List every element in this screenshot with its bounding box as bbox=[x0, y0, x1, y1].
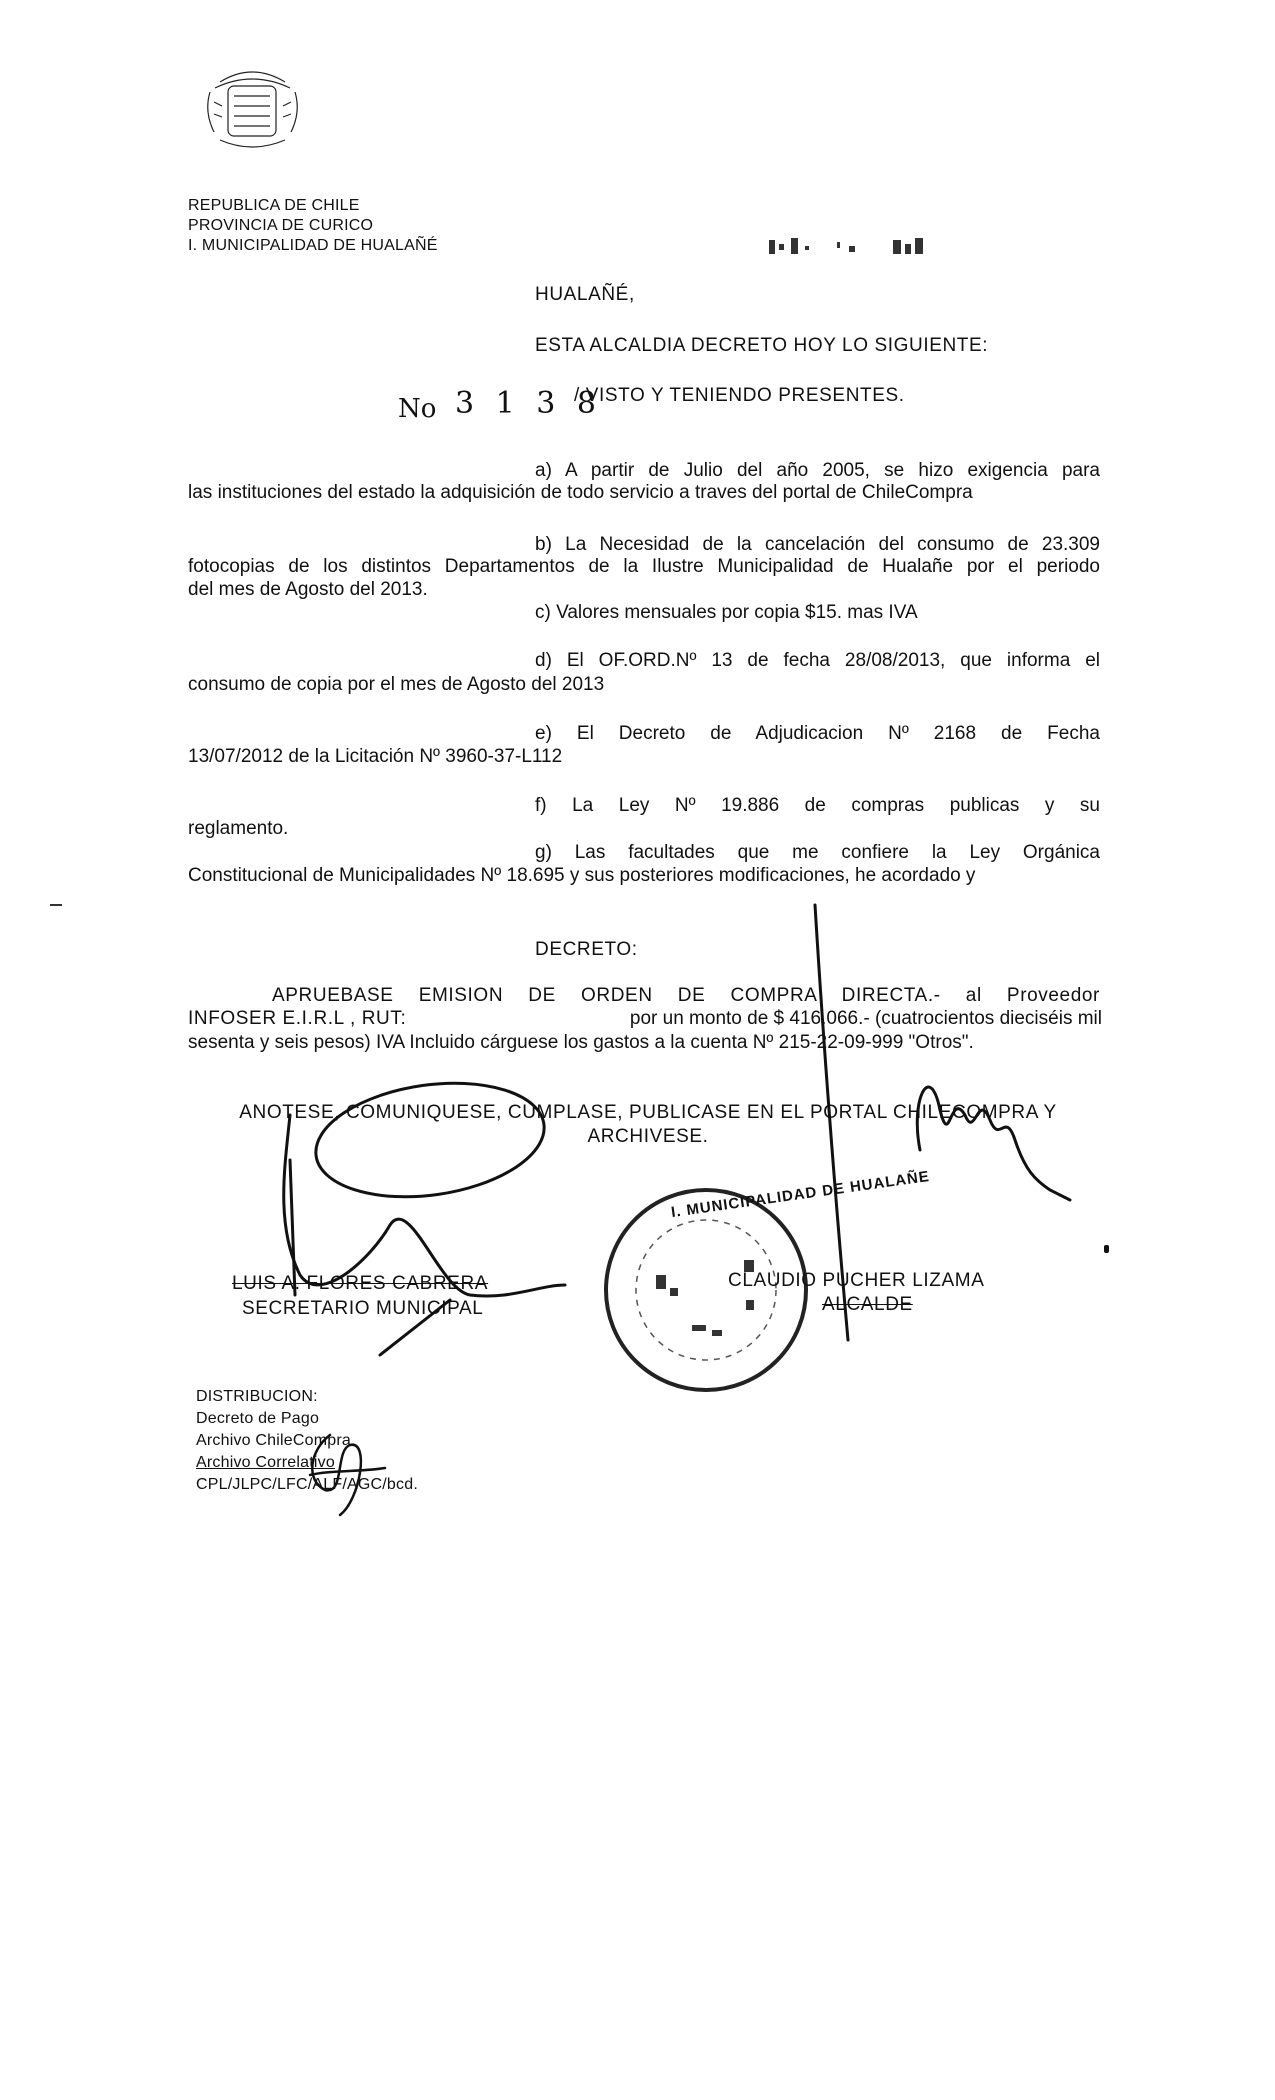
visto-f-line2: reglamento. bbox=[188, 818, 289, 839]
decree-number-prefix: No bbox=[398, 394, 437, 424]
secretary-title: SECRETARIO MUNICIPAL bbox=[242, 1298, 484, 1319]
date-stamp-smudge bbox=[765, 228, 945, 264]
distribution-item: Archivo ChileCompra bbox=[196, 1432, 351, 1449]
closing-line2: ARCHIVESE. bbox=[587, 1126, 709, 1147]
city-name: HUALAÑÉ, bbox=[535, 284, 635, 305]
margin-mark bbox=[50, 904, 62, 906]
distribution-item: CPL/JLPC/LFC/ALF/AGC/bcd. bbox=[196, 1476, 418, 1493]
mayor-title: ALCALDE bbox=[822, 1294, 913, 1315]
seal-text: I. MUNICIPALIDAD DE HUALAÑE bbox=[670, 1167, 931, 1222]
visto-b-line1: b) La Necesidad de la cancelación del consumo de 23.309 bbox=[535, 534, 1100, 555]
distribution-item: Archivo Correlativo bbox=[196, 1454, 335, 1471]
visto-heading: / VISTO Y TENIENDO PRESENTES. bbox=[574, 385, 905, 406]
visto-a-line2: las instituciones del estado la adquisición de todo servicio a traves del portal de ChileCompra bbox=[188, 482, 973, 503]
visto-e-line2: 13/07/2012 de la Licitación Nº 3960-37-L112 bbox=[188, 746, 563, 767]
decreto-line3: sesenta y seis pesos) IVA Incluido cárguese los gastos a la cuenta Nº 215-22-09-999 "Otros". bbox=[188, 1032, 974, 1053]
visto-f-line1: f) La Ley Nº 19.886 de compras publicas y su bbox=[535, 795, 1100, 816]
coat-of-arms-icon bbox=[200, 62, 305, 152]
initials-scribble-icon bbox=[290, 1430, 400, 1520]
decreto-provider: INFOSER E.I.R.L , RUT: bbox=[188, 1008, 407, 1029]
visto-c-line1: c) Valores mensuales por copia $15. mas IVA bbox=[535, 602, 918, 623]
mayor-name: CLAUDIO PUCHER LIZAMA bbox=[728, 1270, 985, 1291]
closing-line1: ANOTESE, COMUNIQUESE, CUMPLASE, PUBLICASE EN EL PORTAL CHILECOMPRA Y bbox=[239, 1102, 1057, 1123]
visto-d-line2: consumo de copia por el mes de Agosto del 2013 bbox=[188, 674, 605, 695]
visto-e-line1: e) El Decreto de Adjudicacion Nº 2168 de Fecha bbox=[535, 723, 1100, 744]
visto-g-line1: g) Las facultades que me confiere la Ley Orgánica bbox=[535, 842, 1100, 863]
visto-b-line3: del mes de Agosto del 2013. bbox=[188, 579, 428, 600]
visto-g-line2: Constitucional de Municipalidades Nº 18.695 y sus posteriores modificaciones, he acordado y bbox=[188, 865, 976, 886]
visto-b-line2: fotocopias de los distintos Departamentos de la Ilustre Municipalidad de Hualañe por el periodo bbox=[188, 556, 1100, 577]
visto-d-line1: d) El OF.ORD.Nº 13 de fecha 28/08/2013, que informa el bbox=[535, 650, 1100, 671]
ink-dot bbox=[1104, 1245, 1109, 1253]
header-republic: REPUBLICA DE CHILE bbox=[188, 197, 360, 214]
decree-number: 3 1 3 8 bbox=[455, 386, 602, 421]
decreto-amount: por un monto de $ 416.066.- (cuatrocientos dieciséis mil bbox=[629, 1008, 1102, 1029]
decreto-heading: DECRETO: bbox=[535, 939, 638, 960]
header-municipality: I. MUNICIPALIDAD DE HUALAÑÉ bbox=[188, 237, 438, 254]
header-province: PROVINCIA DE CURICO bbox=[188, 217, 374, 234]
alcaldia-heading: ESTA ALCALDIA DECRETO HOY LO SIGUIENTE: bbox=[535, 335, 989, 356]
distribution-title: DISTRIBUCION: bbox=[196, 1388, 318, 1405]
distribution-item: Decreto de Pago bbox=[196, 1410, 320, 1427]
decreto-line1: APRUEBASE EMISION DE ORDEN DE COMPRA DIRECTA.- al Proveedor bbox=[272, 985, 1100, 1006]
visto-a-line1: a) A partir de Julio del año 2005, se hizo exigencia para bbox=[535, 460, 1100, 481]
secretary-name: LUIS A. FLORES CABRERA bbox=[232, 1273, 489, 1294]
